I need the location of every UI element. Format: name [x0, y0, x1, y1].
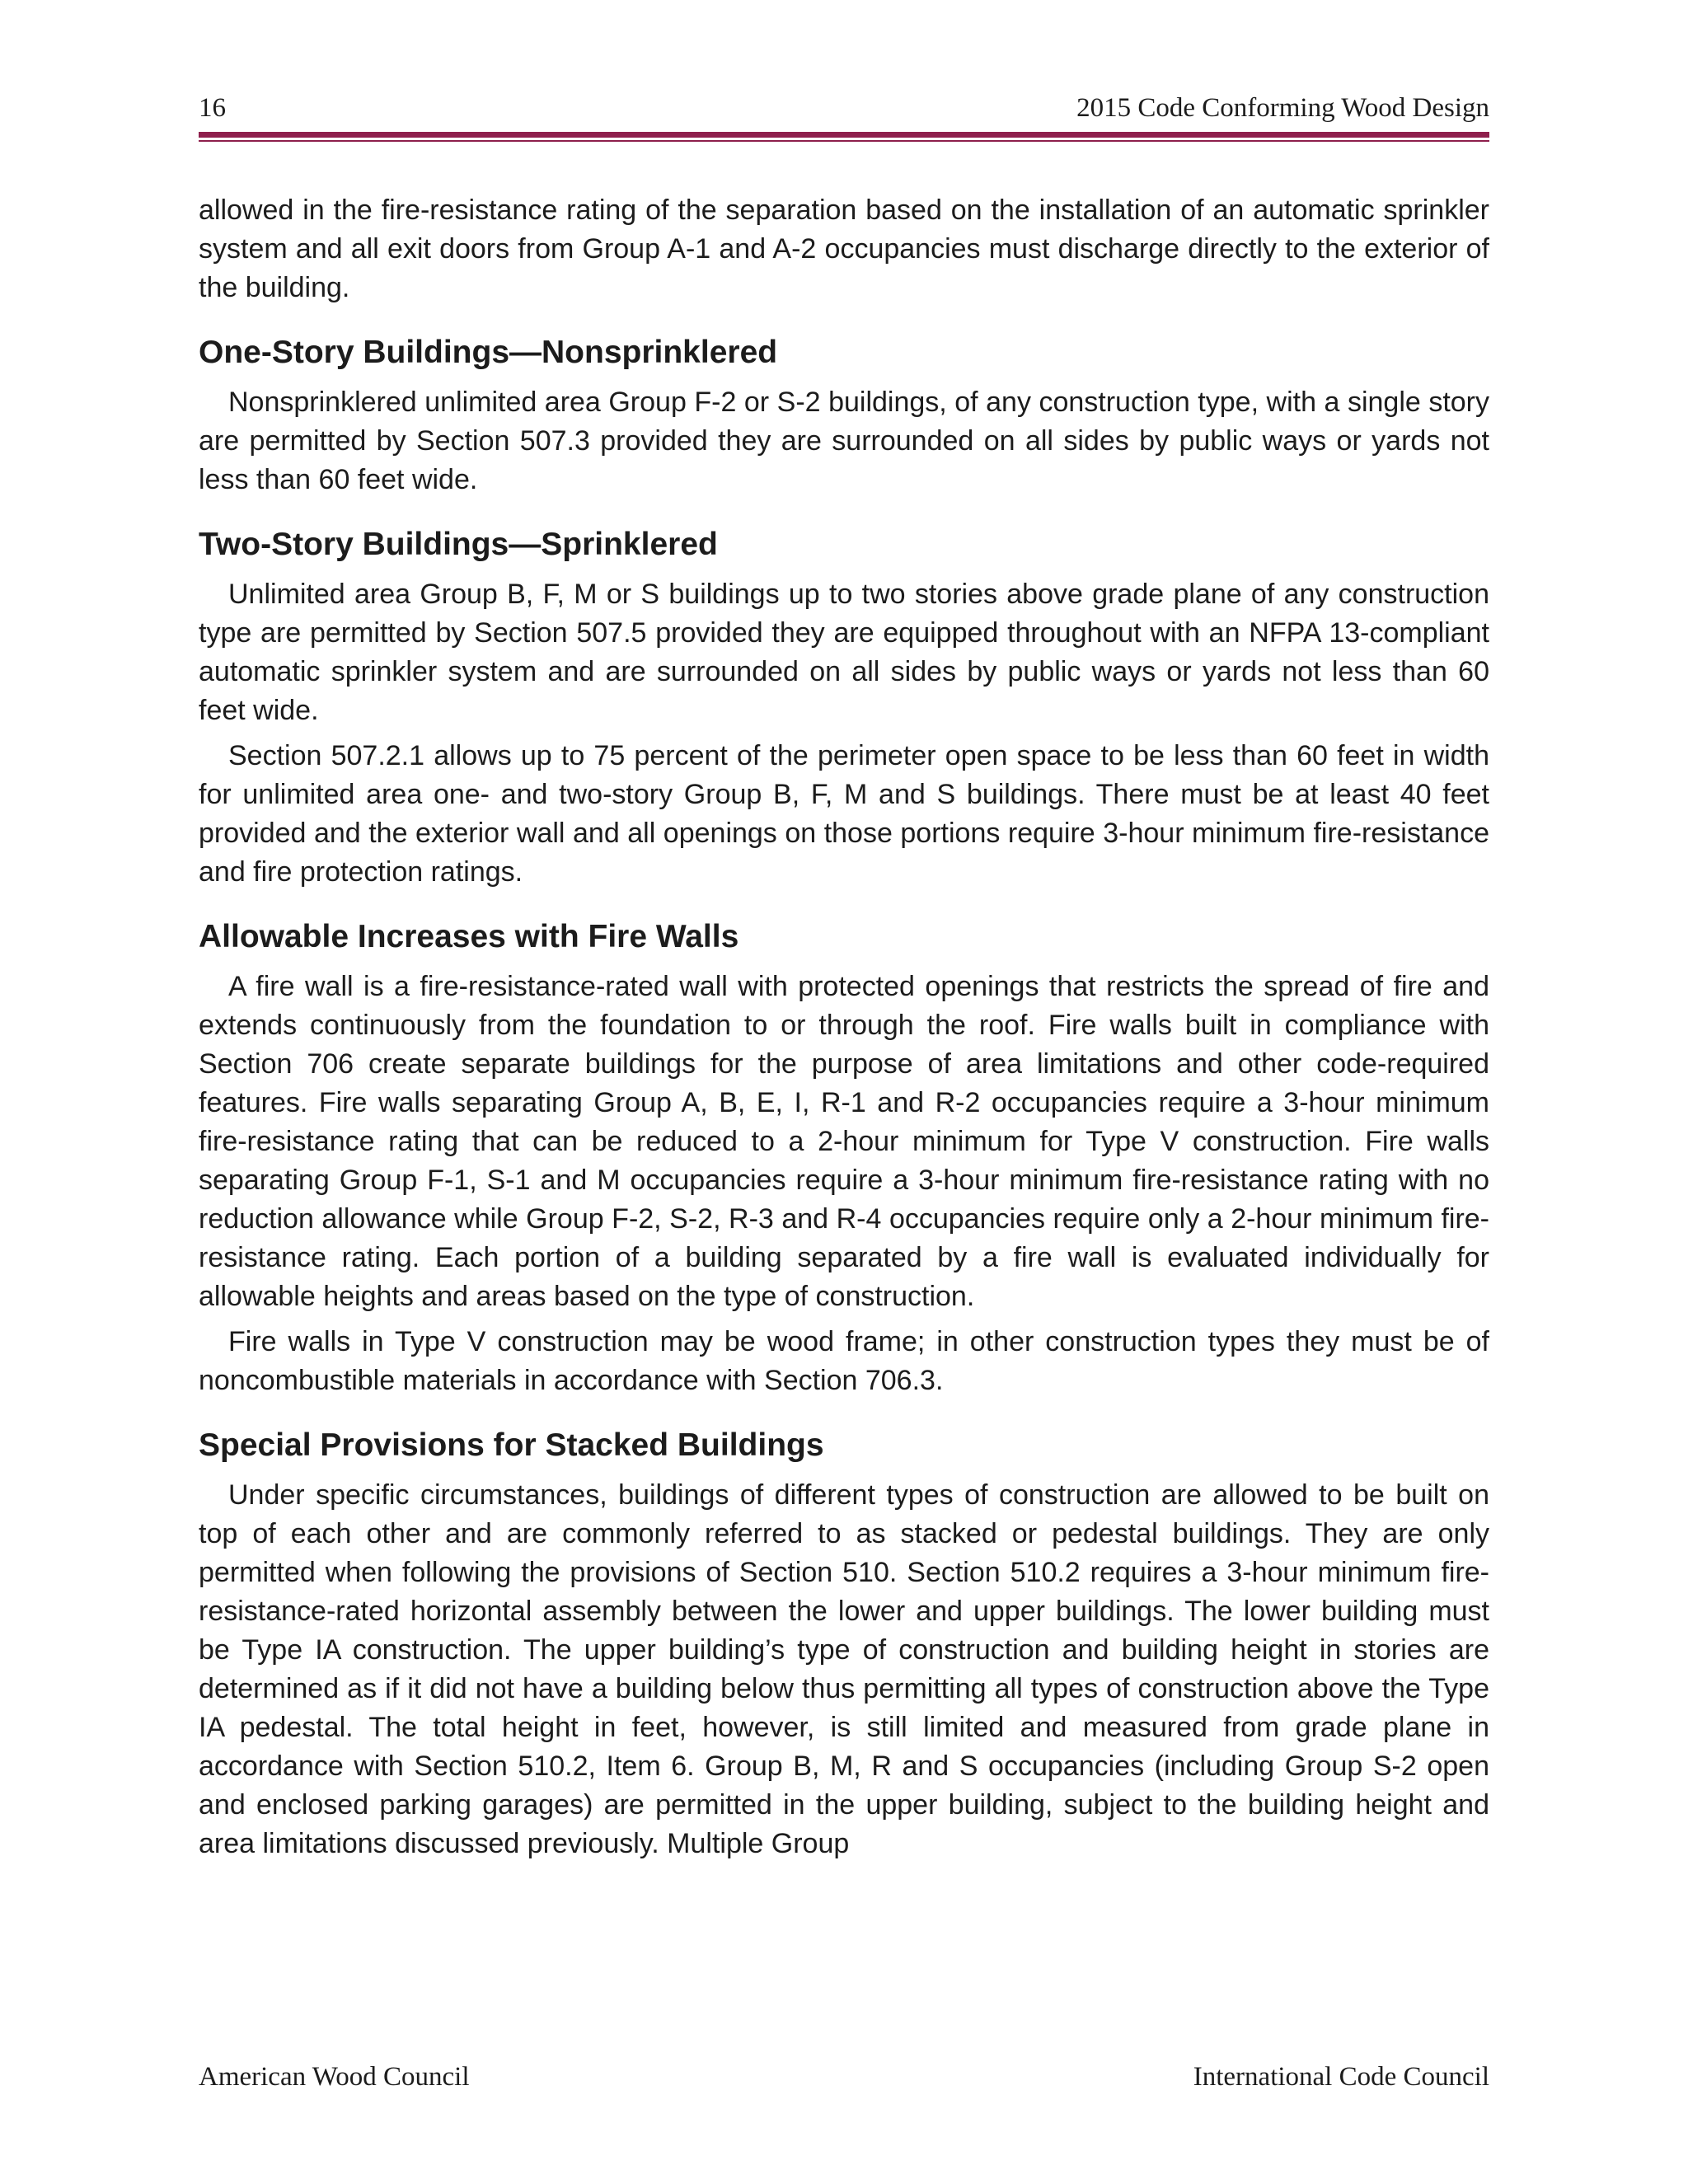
paragraph: Unlimited area Group B, F, M or S buildings up to two stories above grade plane of any construction type are permitted by Section 507.5 provided they are equipped throughout with an NFPA 13-compliant automatic sprinkler system and are surrounded on all sides by public ways or yards not less than 60 feet wide. [199, 579, 1489, 726]
section-heading-stacked-buildings: Special Provisions for Stacked Buildings [199, 1427, 824, 1463]
header-rule-thick [199, 132, 1489, 138]
header-rule-thin [199, 140, 1489, 142]
section-heading-one-story: One-Story Buildings—Nonsprinklered [199, 335, 778, 370]
running-title: 2015 Code Conforming Wood Design [1076, 93, 1489, 123]
page-number: 16 [199, 93, 226, 123]
paragraph: Fire walls in Type V construction may be wood frame; in other construction types they must be of noncombustible materials in accordance with Section 706.3. [199, 1326, 1489, 1396]
footer-publisher-right: International Code Council [1193, 2062, 1489, 2092]
paragraph: Under specific circumstances, buildings of different types of construction are allowed to be built on top of each other and are commonly referred to as stacked or pedestal buildings. They are only permitted when following the provisions of Section 510. Section 510.2 requires a 3-hour minimum fire-resistance-rated horizontal assembly between the lower and upper buildings. The lower building must be Type IA construction. The upper building’s type of construction and building height in stories are determined as if it did not have a building below thus permitting all types of construction above the Type IA pedestal. The total height in feet, however, is still limited and measured from grade plane in accordance with Section 510.2, Item 6. Group B, M, R and S occupancies (including Group S-2 open and enclosed parking garages) are permitted in the upper building, subject to the building height and area limitations discussed previously. Multiple Group [199, 1479, 1489, 1859]
paragraph: Section 507.2.1 allows up to 75 percent of the perimeter open space to be less than 60 feet in width for unlimited area one- and two-story Group B, F, M and S buildings. There must be at least 40 feet provided and the exterior wall and all openings on those portions require 3-hour minimum fire-resistance and fire protection ratings. [199, 740, 1489, 888]
footer-publisher-left: American Wood Council [199, 2062, 470, 2092]
section-heading-fire-walls: Allowable Increases with Fire Walls [199, 919, 739, 954]
paragraph: Nonsprinklered unlimited area Group F-2 or S-2 buildings, of any construction type, with a single story are permitted by Section 507.3 provided they are surrounded on all sides by public ways or yards not less than 60 feet wide. [199, 387, 1489, 495]
section-heading-two-story: Two-Story Buildings—Sprinklered [199, 527, 718, 562]
intro-paragraph: allowed in the fire-resistance rating of the separation based on the installation of an automatic sprinkler system and all exit doors from Group A-1 and A-2 occupancies must discharge directly to the exterior of the building. [199, 194, 1489, 303]
paragraph: A fire wall is a fire-resistance-rated wall with protected openings that restricts the spread of fire and extends continuously from the foundation to or through the roof. Fire walls built in compliance with Section 706 create separate buildings for the purpose of area limitations and other code-required features. Fire walls separating Group A, B, E, I, R-1 and R-2 occupancies require a 3-hour minimum fire-resistance rating that can be reduced to a 2-hour minimum for Type V construction. Fire walls separating Group F-1, S-1 and M occupancies require a 3-hour minimum fire-resistance rating with no reduction allowance while Group F-2, S-2, R-3 and R-4 occupancies require only a 2-hour minimum fire-resistance rating. Each portion of a building separated by a fire wall is evaluated individually for allowable heights and areas based on the type of construction. [199, 971, 1489, 1312]
page-body [199, 191, 1489, 1870]
